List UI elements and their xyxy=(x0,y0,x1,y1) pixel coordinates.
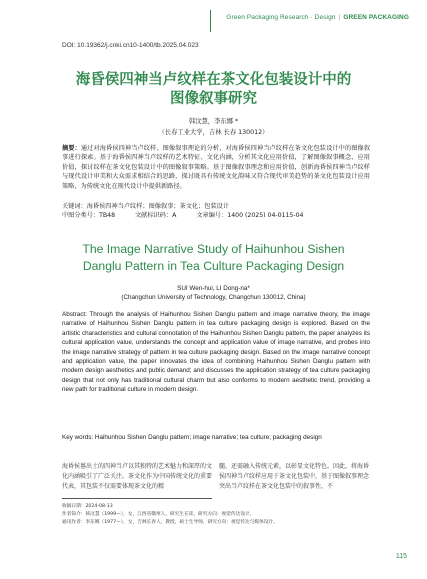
footnote-divider xyxy=(62,498,212,499)
footnote-author2: 通讯作者：李东娜（1977—），女，吉林长春人，教授，硕士生导师，研究方向：视觉传达与媒体设计。 xyxy=(62,520,278,525)
clc-number: 中图分类号：TB48 xyxy=(62,212,116,219)
doi: DOI: 10.19362/j.cnki.cn10-1400/tb.2025.04.023 xyxy=(62,42,199,49)
english-abstract: Abstract: Through the analysis of Haihunhou Sishen Danglu pattern and image narrative theory, the image narrative of Haihunhou Sishen Danglu pattern in tea culture packaging design is explored. Based on the artistic characteristics and cultural connotation of the Haihunhou Sishen Danglu pattern, the paper analyzes its cultural application value, understands the concept and application value of image narrative, and probes into the image narrative strategy of pattern in tea culture packaging design. Based on the image narrative concept and application value, the paper innovates the idea of combining Haihunhou Sishen Danglu pattern with modern design aesthetics and public demand; and discusses the application strategy of tea culture packaging design that not only has traditional cultural charm but also conforms to modern aesthetic trend, providing a new path for traditional culture in modern design. xyxy=(62,311,370,394)
chinese-keywords-text: 海昏侯四神当卢纹样；图像叙事；茶文化；包装设计 xyxy=(86,203,230,210)
chinese-title-line2: 图像叙事研究 xyxy=(170,90,257,107)
chinese-abstract-label: 摘要： xyxy=(62,145,81,152)
document-code: 文献标识码：A xyxy=(135,212,177,219)
classification-info xyxy=(62,211,370,220)
chinese-authors: 韩汶慧，李东娜 * xyxy=(188,118,239,125)
article-number: 文章编号：1400 (2025) 04-0115-04 xyxy=(196,212,304,219)
section-name: GREEN PACKAGING xyxy=(343,14,409,21)
page-number: 115 xyxy=(395,553,407,560)
running-header: Green Packaging Research · Design | GREEN PACKAGING xyxy=(226,14,409,21)
english-authors: SUI Wen-hui, LI Dong-na* xyxy=(177,285,250,292)
footnote-author1: 作者简介：韩汶慧（1999—），女，江西省赣州人，研究生在读，研究方向：视觉传达设计。 xyxy=(62,512,255,517)
header-divider xyxy=(210,10,211,32)
english-keywords: Key words: Haihunhou Sishen Danglu pattern; image narrative; tea culture; packaging design xyxy=(62,434,322,441)
chinese-abstract xyxy=(62,144,370,191)
body-column-2: 髓，还需融入传统元素，以彰显文化特色。因此，将海昏侯四神当卢纹样应用于茶文化包装中，基于图像叙事理念突出当卢纹样在茶文化包装中的叙事性，不 xyxy=(219,463,370,490)
english-title-line1: The Image Narrative Study of Haihunhou Sishen xyxy=(82,242,345,256)
footnote-received: 收稿日期：2024-08-13 xyxy=(62,504,113,509)
chinese-keywords-label: 关键词： xyxy=(62,203,87,210)
english-title-line2: Danglu Pattern in Tea Culture Packaging Design xyxy=(82,259,345,273)
english-title xyxy=(0,241,427,275)
body-column-1: 海昏侯墓出土的四神当卢以其独特的艺术魅力和深厚的文化内涵吸引了广泛关注。茶文化作为中国传统文化的重要代表，其包装不仅需要体现茶文化的精 xyxy=(62,463,213,490)
chinese-abstract-text: 通过对海昏侯四神当卢纹样、图像叙事理论的分析，对海昏侯四神当卢纹样在茶文化包装设计中的图像叙事进行探索。基于海昏侯四神当卢纹样的艺术特征、文化内涵，分析其文化应用价值，了解图像叙事概念、应用价值，探讨纹样在茶文化包装设计中的图像叙事策略。基于图像叙事理念和应用价值，创新海昏侯四神当卢纹样与现代设计审美和大众需求相结合的思路，探讨既具有传统文化韵味又符合现代审美趋势的茶文化包装设计应用策略，为传统文化在现代设计中提供新路径。 xyxy=(62,145,371,190)
chinese-keywords xyxy=(62,202,370,211)
english-affiliation: (Changchun University of Technology, Changchun 130012, China) xyxy=(121,294,306,301)
journal-name: Green Packaging Research · Design xyxy=(226,14,336,21)
chinese-affiliation: （长春工业大学，吉林 长春 130012） xyxy=(158,129,269,136)
chinese-title xyxy=(0,70,427,108)
chinese-title-line1: 海昏侯四神当卢纹样在茶文化包装设计中的 xyxy=(75,71,352,88)
